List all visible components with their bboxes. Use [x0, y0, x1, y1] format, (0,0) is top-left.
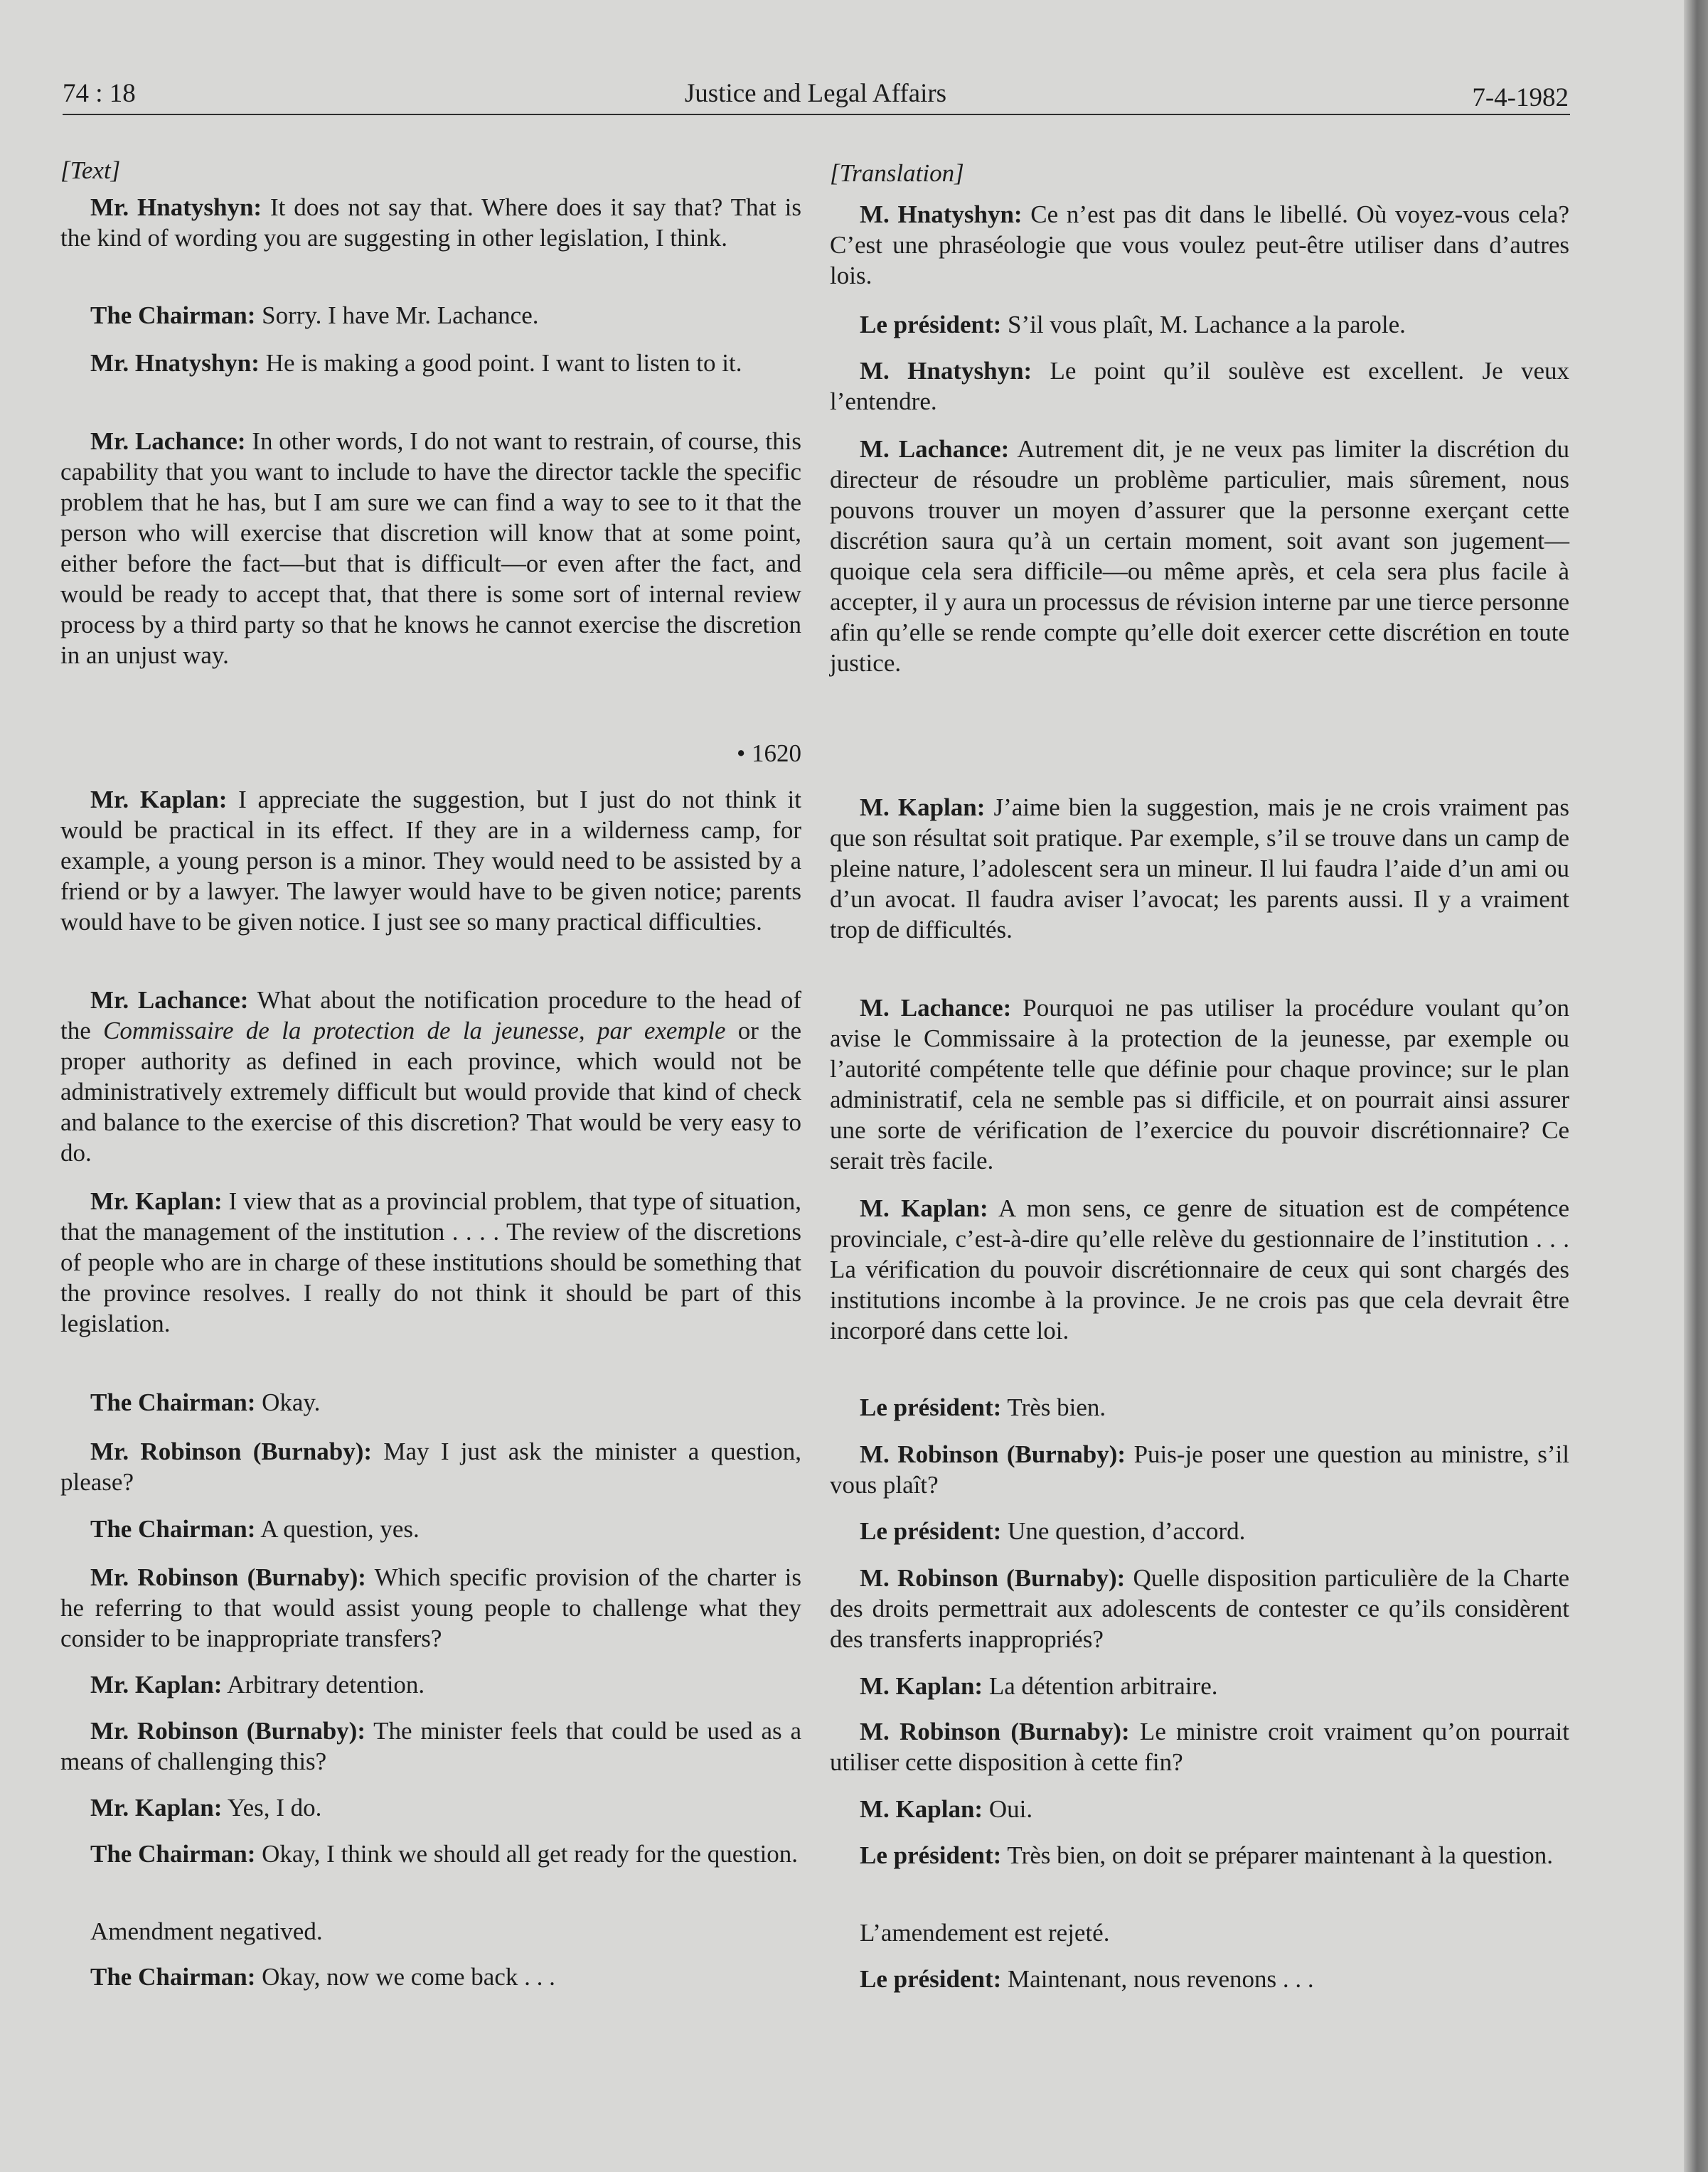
- paragraph: Amendment negatived.: [90, 1917, 323, 1945]
- paragraph: [830, 1516, 1569, 1546]
- paragraph: [60, 1387, 801, 1418]
- speech: Okay, I think we should all get ready for the question.: [255, 1840, 799, 1868]
- speech: Arbitrary detention.: [222, 1671, 425, 1698]
- paragraph: [60, 1962, 801, 1992]
- speaker: The Chairman:: [90, 1389, 256, 1416]
- paragraph: [830, 199, 1569, 291]
- paragraph: [60, 1436, 801, 1497]
- speaker: M. Lachance:: [860, 994, 1012, 1022]
- paragraph: [830, 1794, 1569, 1824]
- paragraph: [60, 784, 801, 937]
- paragraph: [830, 1964, 1569, 1994]
- paragraph: [830, 1840, 1569, 1871]
- speech: Sorry. I have Mr. Lachance.: [255, 301, 539, 329]
- speech: Maintenant, nous revenons . . .: [1001, 1965, 1314, 1993]
- speaker: Mr. Kaplan:: [90, 1671, 223, 1698]
- page-edge-shadow: [1684, 0, 1708, 2172]
- speaker: M. Hnatyshyn:: [860, 200, 1023, 228]
- paragraph: [60, 1839, 801, 1869]
- speaker: Le président:: [860, 311, 1002, 338]
- column-label: [Translation]: [830, 159, 964, 187]
- speaker: M. Kaplan:: [860, 1194, 988, 1222]
- speech: Une question, d’accord.: [1001, 1517, 1246, 1545]
- speech: S’il vous plaît, M. Lachance a la parole.: [1001, 311, 1406, 338]
- speaker: M. Kaplan:: [860, 793, 986, 821]
- speech: What about the notification procedure to the head of the: [60, 986, 801, 1044]
- paragraph: [830, 434, 1569, 678]
- paragraph: [60, 1562, 801, 1654]
- speaker: Le président:: [860, 1517, 1002, 1545]
- speaker: Le président:: [860, 1841, 1002, 1869]
- paragraph: [60, 1716, 801, 1777]
- speech: Which specific provision of the charter is he referring to that would assist young people to challenge what they consider to be inappropriate transfers?: [60, 1563, 801, 1652]
- speaker: Mr. Robinson (Burnaby):: [90, 1717, 365, 1745]
- speaker: The Chairman:: [90, 301, 256, 329]
- speech: J’aime bien la suggestion, mais je ne crois vraiment pas que son résultat soit pratique. Par exemple, s’il se trouve dans un camp de pleine nature, l’adolescent sera un mineur. Il lui faudra l’aide d’un ami ou d’un avocat. Il faudra aviser l’avocat; les parents aussi. Il y a vraiment trop de difficultés.: [830, 793, 1569, 943]
- speech: Yes, I do.: [222, 1794, 322, 1821]
- header-rule: [63, 114, 1570, 115]
- italic-phrase: Commissaire de la protection de la jeunesse, par exemple: [103, 1017, 726, 1044]
- paragraph: [830, 1716, 1569, 1777]
- speech: Ce n’est pas dit dans le libellé. Où voyez-vous cela? C’est une phraséologie que vous voulez peut-être utiliser dans d’autres lois.: [830, 200, 1569, 289]
- speech: The minister feels that could be used as a means of challenging this?: [60, 1717, 801, 1775]
- paragraph: [60, 348, 801, 378]
- speech: A question, yes.: [255, 1515, 420, 1543]
- speaker: M. Kaplan:: [860, 1672, 983, 1700]
- page-number: 74 : 18: [63, 79, 136, 108]
- paragraph: [830, 792, 1569, 945]
- speech: Le ministre croit vraiment qu’on pourrait utiliser cette disposition à cette fin?: [830, 1718, 1570, 1776]
- paragraph: [60, 1186, 801, 1339]
- speech: Autrement dit, je ne veux pas limiter la discrétion du directeur de résoudre un problème particulier, mais sûrement, nous pouvons trouver un moyen d’assurer que la personne exerçant cette discrétion saura qu’à un certain moment, soit avant son jugement—quoique cela sera difficile—ou même après, et cela sera plus facile à accepter, il y aura un processus de révision interne par une tierce personne afin qu’elle se rende compte qu’elle doit exercer cette discrétion en toute justice.: [830, 435, 1569, 677]
- speaker: M. Robinson (Burnaby):: [860, 1718, 1130, 1745]
- speaker: M. Robinson (Burnaby):: [860, 1564, 1126, 1592]
- paragraph: L’amendement est rejeté.: [860, 1919, 1110, 1947]
- speech: Okay.: [255, 1389, 321, 1416]
- paragraph: [60, 1792, 801, 1823]
- speech: I appreciate the suggestion, but I just do not think it would be practical in its effect. If they are in a wilderness camp, for example, a young person is a minor. They would need to be assisted by a friend or by a lawyer. The lawyer would have to be given notice; parents would have to be given notice. I just see so many practical difficulties.: [60, 786, 801, 936]
- speaker: Mr. Lachance:: [90, 986, 249, 1014]
- time-marker: • 1620: [736, 739, 801, 767]
- paragraph: [830, 309, 1569, 340]
- column-label: [Text]: [60, 156, 121, 184]
- speech: May I just ask the minister a question, please?: [60, 1438, 801, 1496]
- speech: In other words, I do not want to restrain, of course, this capability that you want to include to have the director tackle the specific problem that he has, but I am sure we can find a way to see to it that the person who will exercise that discretion will know that at some point, either before the fact—but that is difficult—or even after the fact, and would be ready to accept that, that there is some sort of internal review process by a third party so that he knows he cannot exercise the discretion in an unjust way.: [60, 427, 801, 669]
- speaker: Le président:: [860, 1965, 1002, 1993]
- paragraph: [830, 1439, 1569, 1500]
- speech: La détention arbitraire.: [983, 1672, 1218, 1700]
- speech: It does not say that. Where does it say that? That is the kind of wording you are suggesting in other legislation, I think.: [60, 193, 801, 252]
- paragraph: [830, 1671, 1569, 1701]
- speaker: Mr. Lachance:: [90, 427, 246, 455]
- speech: Quelle disposition particulière de la Charte des droits permettrait aux adolescents de contester ce qu’ils considèrent des transferts inappropriés?: [830, 1564, 1569, 1653]
- speaker: M. Kaplan:: [860, 1795, 983, 1823]
- speaker: Mr. Kaplan:: [90, 1187, 223, 1215]
- speech: Pourquoi ne pas utiliser la procédure voulant qu’on avise le Commissaire à la protection de la jeunesse, par exemple ou l’autorité compétente telle que définie pour chaque province; sur le plan administratif, cela ne semble pas si difficile, et on pourrait ainsi assurer une sorte de vérification de l’exercice du pouvoir discrétionnaire? Ce serait très facile.: [830, 994, 1569, 1175]
- speech: Très bien, on doit se préparer maintenant à la question.: [1001, 1841, 1553, 1869]
- paragraph: [60, 1669, 801, 1700]
- speaker: Mr. Robinson (Burnaby):: [90, 1563, 366, 1591]
- speech: Le point qu’il soulève est excellent. Je veux l’entendre.: [830, 357, 1569, 415]
- speaker: Mr. Kaplan:: [90, 786, 228, 813]
- paragraph: [830, 355, 1569, 417]
- speaker: The Chairman:: [90, 1515, 256, 1543]
- paragraph: [60, 192, 801, 253]
- speech: Okay, now we come back . . .: [255, 1963, 555, 1991]
- speech: A mon sens, ce genre de situation est de compétence provinciale, c’est-à-dire qu’elle relève du gestionnaire de l’institution . . . La vérification du pouvoir discrétionnaire de ceux qui sont chargés des institutions incombe à la province. Je ne crois pas que cela devrait être incorporé dans cette loi.: [830, 1194, 1569, 1344]
- paragraph: [830, 1392, 1569, 1423]
- speaker: M. Hnatyshyn:: [860, 357, 1032, 385]
- speech: or the proper authority as defined in each province, which would not be administratively extremely difficult but would provide that kind of check and balance to the exercise of this discretion? That would be very easy to do.: [60, 1017, 801, 1167]
- speech: Puis-je poser une question au ministre, s’il vous plaît?: [830, 1440, 1569, 1499]
- paragraph: [830, 993, 1569, 1176]
- page-header: [63, 78, 1569, 122]
- page-date: 7-4-1982: [1472, 83, 1569, 112]
- speech: Très bien.: [1001, 1393, 1106, 1421]
- speech: He is making a good point. I want to listen to it.: [259, 349, 742, 377]
- paragraph: [830, 1563, 1569, 1654]
- speaker: Mr. Kaplan:: [90, 1794, 223, 1821]
- speech: Oui.: [983, 1795, 1033, 1823]
- paragraph: [60, 300, 801, 331]
- speaker: M. Robinson (Burnaby):: [860, 1440, 1126, 1468]
- speaker: Mr. Hnatyshyn:: [90, 193, 262, 221]
- speech: I view that as a provincial problem, that type of situation, that the management of the institution . . . . The review of the discretions of people who are in charge of these institutions should be something that the province resolves. I really do not think it should be part of this legislation.: [60, 1187, 801, 1337]
- speaker: The Chairman:: [90, 1840, 256, 1868]
- speaker: M. Lachance:: [860, 435, 1010, 463]
- paragraph: [60, 1514, 801, 1544]
- speaker: Mr. Robinson (Burnaby):: [90, 1438, 373, 1465]
- paragraph: [60, 426, 801, 670]
- paragraph: [830, 1193, 1569, 1346]
- speaker: The Chairman:: [90, 1963, 256, 1991]
- running-title: Justice and Legal Affairs: [684, 79, 947, 108]
- paragraph: [60, 985, 801, 1168]
- speaker: Mr. Hnatyshyn:: [90, 349, 260, 377]
- speaker: Le président:: [860, 1393, 1002, 1421]
